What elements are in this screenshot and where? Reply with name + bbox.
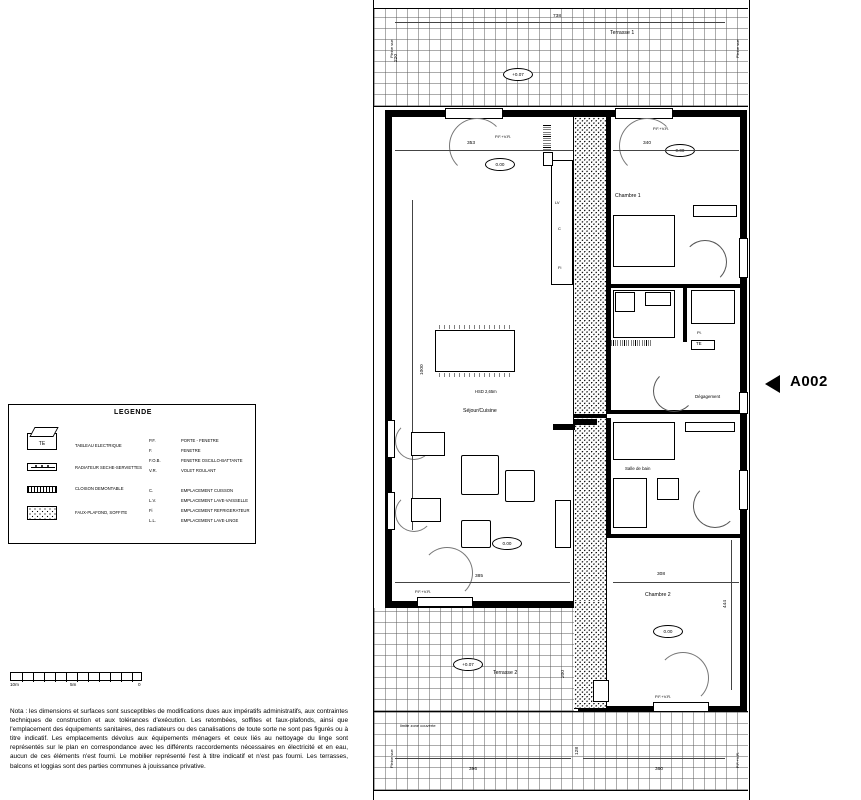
electrical-panel-icon: [27, 433, 57, 450]
scale-label-10m: 10m: [10, 682, 19, 687]
partition-closet: [683, 284, 687, 342]
legend-label-false-ceiling: FAUX-PLAFOND, SOFFITE: [75, 510, 128, 515]
electrical-panel-tag: TE: [696, 341, 702, 346]
legend-code-lv: L.V.: [149, 498, 157, 503]
dim-chambre2-308: 308: [657, 572, 666, 577]
wall-west: [385, 110, 392, 608]
dim-terrasse2-200: 200: [561, 669, 566, 678]
dim-line-bottom-1: [395, 758, 571, 759]
pleine-vue-left-bottom: Pleine vue: [389, 749, 394, 768]
level-badge-sejour: 0.00: [485, 158, 515, 171]
room-label-chambre-1: Chambre 1: [615, 193, 641, 199]
legend-code-vr: V.R.: [149, 468, 157, 473]
nota-text: Nota : les dimensions et surfaces sont susceptibles de modifications dues aux impératifs administratifs, aux contraintes techniques de construction et aux tolérances d'exécution. Les retombées, soffites et faux-plafonds, ainsi que l'emplacement des équipements sanitaires, des radiateurs ou des canalisations de toute sorte ne sont pas figurés ou à titre indicatif. Les emplacements dévolus aux équipements ménagers et ceux liés au nettoyage du linge sont représentés sur le plan en correspondance avec les différents raccordements nécessaires en électricité et en eau, aucun de ces éléments n'est fourni. Le mobilier représenté l'est à titre indicatif et n'est pas fourni. Les terrasses, balcons et loggias sont des parties communes à jouissance privative.: [10, 708, 348, 770]
room-label-terrasse-1: Terrasse 1: [610, 30, 635, 36]
window-west-2: [387, 492, 395, 530]
limit-covered-zone-label: limite zone couverte: [400, 723, 436, 728]
partition-kitchen-chambre1: [607, 117, 611, 287]
dim-line-chambre2: [613, 582, 739, 583]
dim-bottom-396: 396: [469, 767, 478, 772]
legend-label-c: EMPLACEMENT CUISSON: [181, 488, 234, 493]
window-tag-3: P.F.+V.R.: [415, 589, 432, 594]
partition-chambre1-south: [607, 284, 740, 288]
false-ceiling-icon: [27, 506, 57, 520]
kitchen-lv-tag: LV: [555, 200, 560, 205]
side-table: [411, 498, 441, 522]
soffit-band-vertical: [573, 117, 607, 601]
dim-line-bottom-2: [583, 758, 725, 759]
bottom-edge: [374, 790, 748, 791]
dim-chambre2-444: 444: [723, 599, 728, 608]
door-arc-chambre1: [683, 240, 727, 284]
unit-label: A002: [790, 373, 828, 390]
window-east-1: [739, 238, 748, 278]
coffee-table: [461, 455, 499, 495]
dim-sejour-385: 385: [475, 574, 484, 579]
kitchen-fi-tag: Fi: [558, 265, 562, 270]
legend-label-lv: EMPLACEMENT LAVE-VAISSELLE: [181, 498, 249, 503]
dim-top-738: 738: [553, 14, 562, 19]
room-label-degagement: Dégagement: [695, 394, 721, 399]
legend-title: LEGENDE: [113, 409, 153, 416]
kitchen-sink: [543, 152, 553, 166]
sideboard: [411, 432, 445, 456]
legend-label-f: FENETRE: [181, 448, 201, 453]
legend-code-f: F.: [149, 448, 153, 453]
plan-right-border: [749, 0, 750, 800]
dim-kitchen-353: 353: [467, 141, 476, 146]
kitchen-hood: [543, 124, 551, 150]
partition-corridor: [573, 414, 607, 418]
electrical-panel-icon-label: TE: [38, 441, 46, 447]
basin-fixture: [645, 292, 671, 306]
dim-sejour-1000: 1000: [420, 364, 425, 375]
dining-table: [435, 330, 515, 372]
radiator-sejour: [553, 424, 575, 430]
dining-chairs-bottom: [439, 373, 511, 377]
dim-line-chambre2-vertical: [731, 540, 732, 690]
door-arc-degagement: [653, 370, 695, 412]
dim-line-sejour-bottom: [395, 582, 570, 583]
wc-sdb: [657, 478, 679, 500]
scale-label-0: 0: [138, 682, 141, 687]
scale-bar: [10, 672, 142, 681]
towel-radiator-icon: [27, 463, 57, 471]
dim-bottom-128: 128: [575, 746, 580, 755]
level-badge-terrasse2: +0.07: [453, 658, 483, 671]
legend-label-vr: VOLET ROULANT: [181, 468, 216, 473]
window-tag-2: P.F.+V.R.: [653, 126, 670, 131]
partition-bath-west: [607, 284, 611, 414]
bathtub: [613, 422, 675, 460]
level-badge-sejour-2: 0.00: [492, 537, 522, 550]
room-label-sejour-cuisine: Séjour/Cuisine: [463, 408, 497, 414]
pleine-vue-left-top: Pleine vue: [389, 39, 394, 58]
window-arc-south-1: [421, 547, 473, 599]
legend-label-ll: EMPLACEMENT LAVE-LINGE: [181, 518, 239, 523]
window-arc-south-2: [657, 652, 709, 704]
armchair-2: [461, 520, 491, 548]
closet-block: [691, 290, 735, 324]
window-west-1: [387, 420, 395, 458]
legend-box: [8, 404, 256, 544]
wardrobe-chambre1: [693, 205, 737, 217]
terrasse1-bottom-edge: [374, 106, 748, 107]
dining-chairs-top: [439, 325, 511, 329]
partition-stripe: [611, 340, 653, 346]
legend-code-pf: P.F.: [149, 438, 156, 443]
unit-pointer-icon: [765, 375, 780, 393]
legend-label-towel-radiator: RADIATEUR SECHE-SERVIETTES: [75, 465, 142, 470]
legend-label-fob: FENETRE OSCILLO-BATTANTE: [181, 458, 243, 463]
level-badge-terrasse1: +0.07: [503, 68, 533, 81]
kitchen-counter: [551, 160, 573, 285]
pleine-vue-right-bottom: P.F.+V.R.: [735, 751, 740, 768]
dim-bottom-360: 360: [655, 767, 664, 772]
dim-line-top: [395, 22, 725, 23]
dim-line-chambre1: [613, 150, 739, 151]
dim-line-sejour-vertical: [412, 200, 413, 530]
window-east-3: [739, 392, 748, 414]
dim-line-kitchen: [395, 150, 573, 151]
removable-partition-icon: [27, 486, 57, 493]
legend-label-fi: EMPLACEMENT REFRIGERATEUR: [181, 508, 250, 513]
floorplan-drawing: [365, 0, 760, 800]
wall-south-sejour: [385, 601, 585, 608]
legend-code-fob: F.O.B.: [149, 458, 161, 463]
ceiling-height-label: HSD 2,65m: [475, 389, 497, 394]
wall-north: [385, 110, 747, 117]
legend-label-removable-partition: CLOISON DEMONTABLE: [75, 486, 124, 491]
dim-chambre1-340: 340: [643, 141, 652, 146]
room-label-chambre-2: Chambre 2: [645, 592, 671, 598]
wc-fixture: [615, 292, 635, 312]
window-tag-1: P.F.+V.R.: [495, 134, 512, 139]
vanity: [685, 422, 735, 432]
kitchen-c-tag: C: [558, 226, 561, 231]
legend-code-c: C.: [149, 488, 154, 493]
legend-label-electrical-panel: TABLEAU ELECTRIQUE: [75, 443, 122, 448]
armchair-1: [505, 470, 535, 502]
partition-sdb-south: [607, 534, 740, 538]
legend-label-pf: PORTE - FENETRE: [181, 438, 219, 443]
partition-sdb-west: [607, 418, 611, 538]
window-east-2: [739, 470, 748, 510]
room-label-salle-de-bain: Salle de bain: [625, 466, 651, 471]
dim-left-220: 220: [394, 53, 399, 62]
window-tag-4: P.F.+V.R.: [655, 694, 672, 699]
storage-unit: [555, 500, 571, 548]
radiator-sdb: [573, 419, 597, 425]
closet-tag: Pl.: [697, 330, 702, 335]
pleine-vue-right-top: Pleine vue: [735, 39, 740, 58]
level-badge-chambre2: 0.00: [653, 625, 683, 638]
shower: [613, 478, 647, 528]
legend-code-ll: L.L.: [149, 518, 156, 523]
door-arc-sdb: [693, 484, 737, 528]
legend-code-fi: Fi: [149, 508, 153, 513]
room-label-terrasse-2: Terrasse 2: [493, 670, 518, 676]
scale-label-5m: 5m: [70, 682, 77, 687]
electrical-panel-plan: [691, 340, 715, 350]
bed-chambre1: [613, 215, 675, 267]
wall-east: [740, 110, 747, 720]
terrasse1-top-edge: [374, 8, 748, 9]
wardrobe-chambre2: [593, 680, 609, 702]
